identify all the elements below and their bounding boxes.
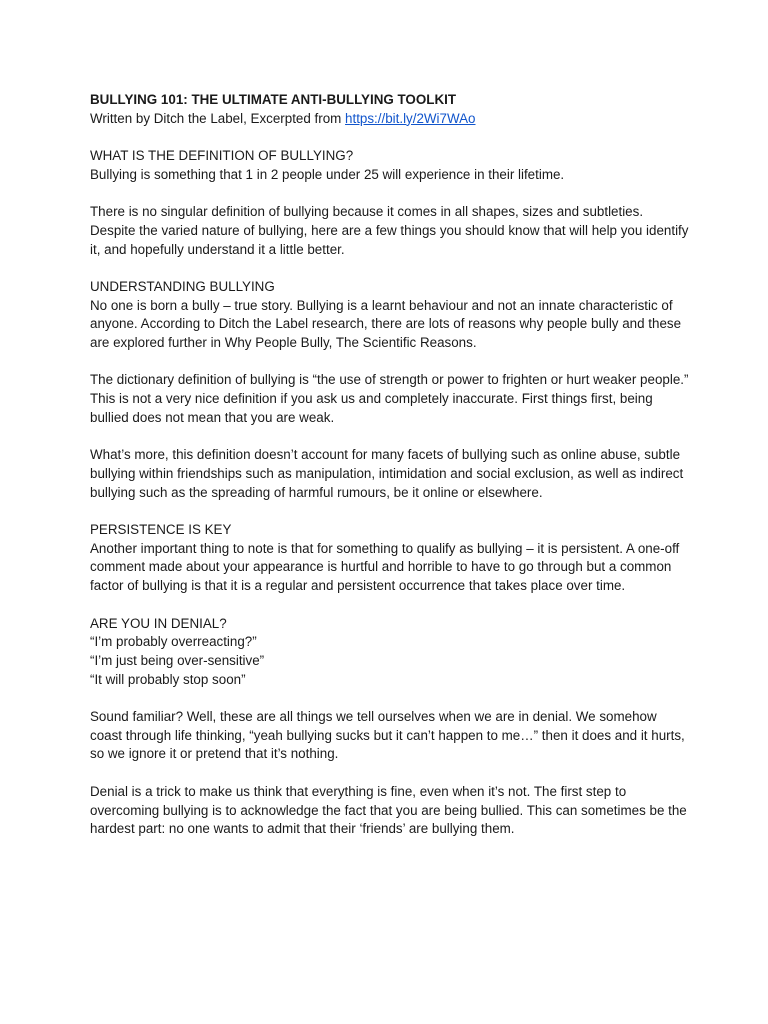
- section-definition: [90, 147, 690, 184]
- section-understanding-dictionary: [90, 371, 690, 427]
- paragraph: Sound familiar? Well, these are all things we tell ourselves when we are in denial. We somehow coast through life thinking, “yeah bullying sucks but it can’t happen to me…” then it does and it hurts, so we ignore it or pretend that it’s nothing.: [90, 709, 685, 762]
- section-denial: [90, 615, 690, 690]
- quote-line: “I’m just being over-sensitive”: [90, 652, 265, 668]
- section-understanding-facets: [90, 446, 690, 502]
- section-persistence: [90, 521, 690, 596]
- byline: [90, 110, 690, 129]
- section-heading-persistence: PERSISTENCE IS KEY: [90, 522, 232, 538]
- paragraph: What’s more, this definition doesn’t account for many facets of bullying such as online abuse, subtle bullying within friendships such as manipulation, intimidation and social exclusion, as well as indirect bullying such as the spreading of harmful rumours, be it online or elsewhere.: [90, 447, 684, 500]
- paragraph: There is no singular definition of bullying because it comes in all shapes, sizes and subtleties. Despite the varied nature of bullying, here are a few things you should know that will help you identify it, and hopefully understand it a little better.: [90, 204, 689, 257]
- paragraph: Another important thing to note is that for something to qualify as bullying – it is persistent. A one-off comment made about your appearance is hurtful and horrible to have to go through but a common factor of bullying is that it is a regular and persistent occurrence that takes place over time.: [90, 540, 680, 594]
- paragraph: Bullying is something that 1 in 2 people under 25 will experience in their lifetime.: [90, 166, 565, 182]
- document-page: [90, 91, 690, 839]
- paragraph: No one is born a bully – true story. Bullying is a learnt behaviour and not an innate characteristic of anyone. According to Ditch the Label research, there are lots of reasons why people bully and these are explored further in Why People Bully, The Scientific Reasons.: [90, 297, 682, 351]
- source-link[interactable]: https://bit.ly/2Wi7WAo: [345, 110, 476, 126]
- section-heading-denial: ARE YOU IN DENIAL?: [90, 615, 227, 631]
- document-title: BULLYING 101: THE ULTIMATE ANTI-BULLYING TOOLKIT: [90, 92, 457, 107]
- section-definition-continued: [90, 203, 690, 259]
- section-denial-trick: [90, 783, 690, 839]
- section-heading-definition: WHAT IS THE DEFINITION OF BULLYING?: [90, 148, 354, 164]
- quote-line: “I’m probably overreacting?”: [90, 634, 257, 650]
- section-understanding: [90, 278, 690, 353]
- section-denial-familiar: [90, 708, 690, 764]
- section-heading-understanding: UNDERSTANDING BULLYING: [90, 278, 275, 294]
- paragraph: Denial is a trick to make us think that everything is fine, even when it’s not. The first step to overcoming bullying is to acknowledge the fact that you are being bullied. This can sometimes be the hardest part: no one wants to admit that their ‘friends’ are bullying them.: [90, 783, 687, 837]
- quote-line: “It will probably stop soon”: [90, 671, 246, 687]
- paragraph: The dictionary definition of bullying is “the use of strength or power to frighten or hurt weaker people.” This is not a very nice definition if you ask us and completely inaccurate. First things first, being bullied does not mean that you are weak.: [90, 372, 689, 425]
- byline-text: Written by Ditch the Label, Excerpted from: [90, 110, 346, 126]
